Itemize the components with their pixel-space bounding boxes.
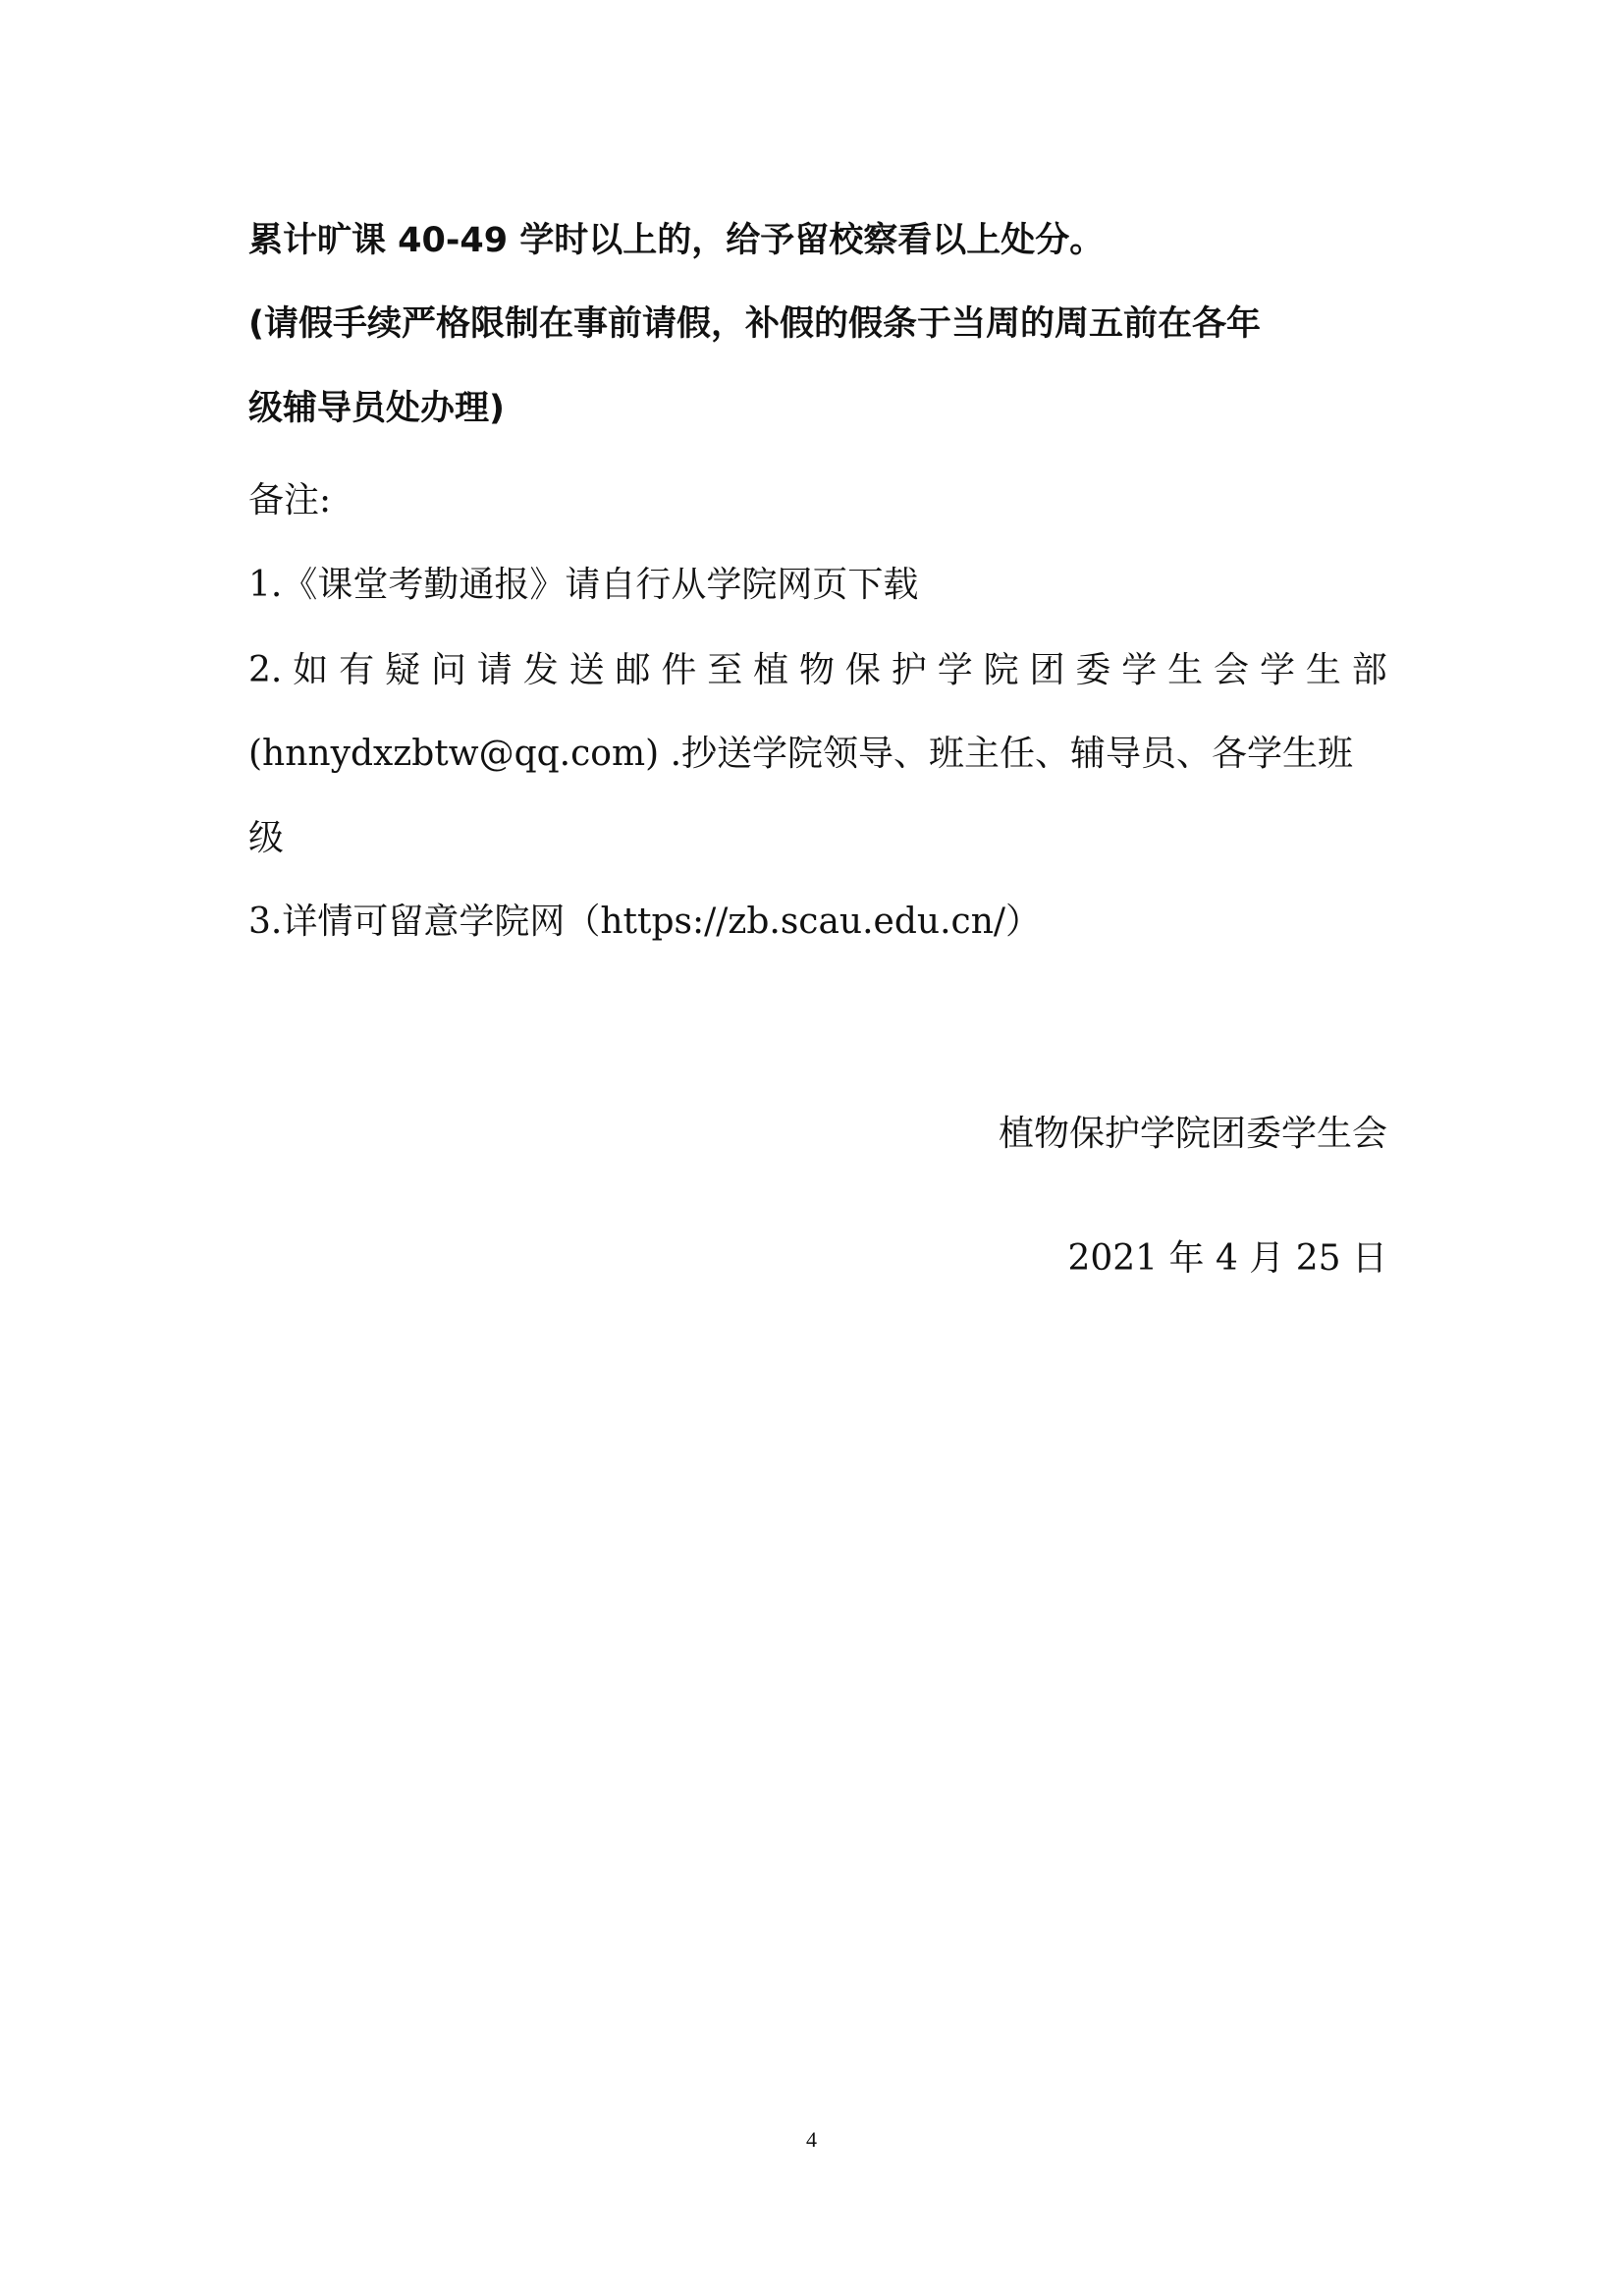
note-item-3: 3.详情可留意学院网（https://zb.scau.edu.cn/）	[248, 902, 1042, 942]
note-item-2-char: 件	[661, 650, 697, 690]
note-item-2-char: 保	[844, 650, 881, 690]
note-item-2-char: 院	[983, 650, 1019, 690]
note-item-2-line-1	[248, 649, 1387, 692]
note-item-2-char: 问	[430, 650, 466, 690]
note-item-2-char: 生	[1305, 650, 1341, 690]
bold-paragraph-line-3: 级辅导员处办理)	[248, 389, 505, 428]
note-item-2-char: 邮	[615, 650, 651, 690]
notes-heading: 备注:	[248, 480, 332, 520]
signature-organization: 植物保护学院团委学生会	[998, 1114, 1387, 1154]
note-item-2-char: 学	[1259, 650, 1295, 690]
note-item-2-char: 送	[568, 650, 605, 690]
note-item-2-char: 至	[707, 650, 743, 690]
note-item-2-char: 2.	[248, 650, 283, 690]
note-item-2-char: 有	[339, 650, 375, 690]
note-item-2-char: 疑	[385, 650, 421, 690]
note-item-2-char: 护	[891, 650, 927, 690]
note-item-2-char: 发	[522, 650, 559, 690]
note-item-2-char: 学	[1121, 650, 1158, 690]
note-item-2-char: 团	[1029, 650, 1065, 690]
note-item-2-char: 会	[1214, 650, 1250, 690]
note-item-2-char: 植	[753, 650, 789, 690]
note-item-2-line-2: (hnnydxzbtw@qq.com) .抄送学院领导、班主任、辅导员、各学生班	[248, 734, 1354, 774]
signature-date: 2021 年 4 月 25 日	[1067, 1238, 1387, 1279]
note-item-2-line-3: 级	[248, 818, 285, 858]
note-item-2-char: 生	[1167, 650, 1204, 690]
note-item-2-char: 如	[293, 650, 329, 690]
bold-paragraph-line-2: (请假手续严格限制在事前请假，补假的假条于当周的周五前在各年	[248, 304, 1261, 344]
note-item-2-char: 请	[476, 650, 513, 690]
note-item-1: 1.《课堂考勤通报》请自行从学院网页下载	[248, 565, 919, 605]
bold-paragraph-line-1: 累计旷课 40-49 学时以上的，给予留校察看以上处分。	[248, 221, 1105, 260]
page-number: 4	[806, 2127, 817, 2152]
note-item-2-char: 物	[799, 650, 836, 690]
note-item-2-char: 委	[1075, 650, 1111, 690]
note-item-2-char: 学	[937, 650, 973, 690]
note-item-2-char: 部	[1351, 650, 1387, 690]
